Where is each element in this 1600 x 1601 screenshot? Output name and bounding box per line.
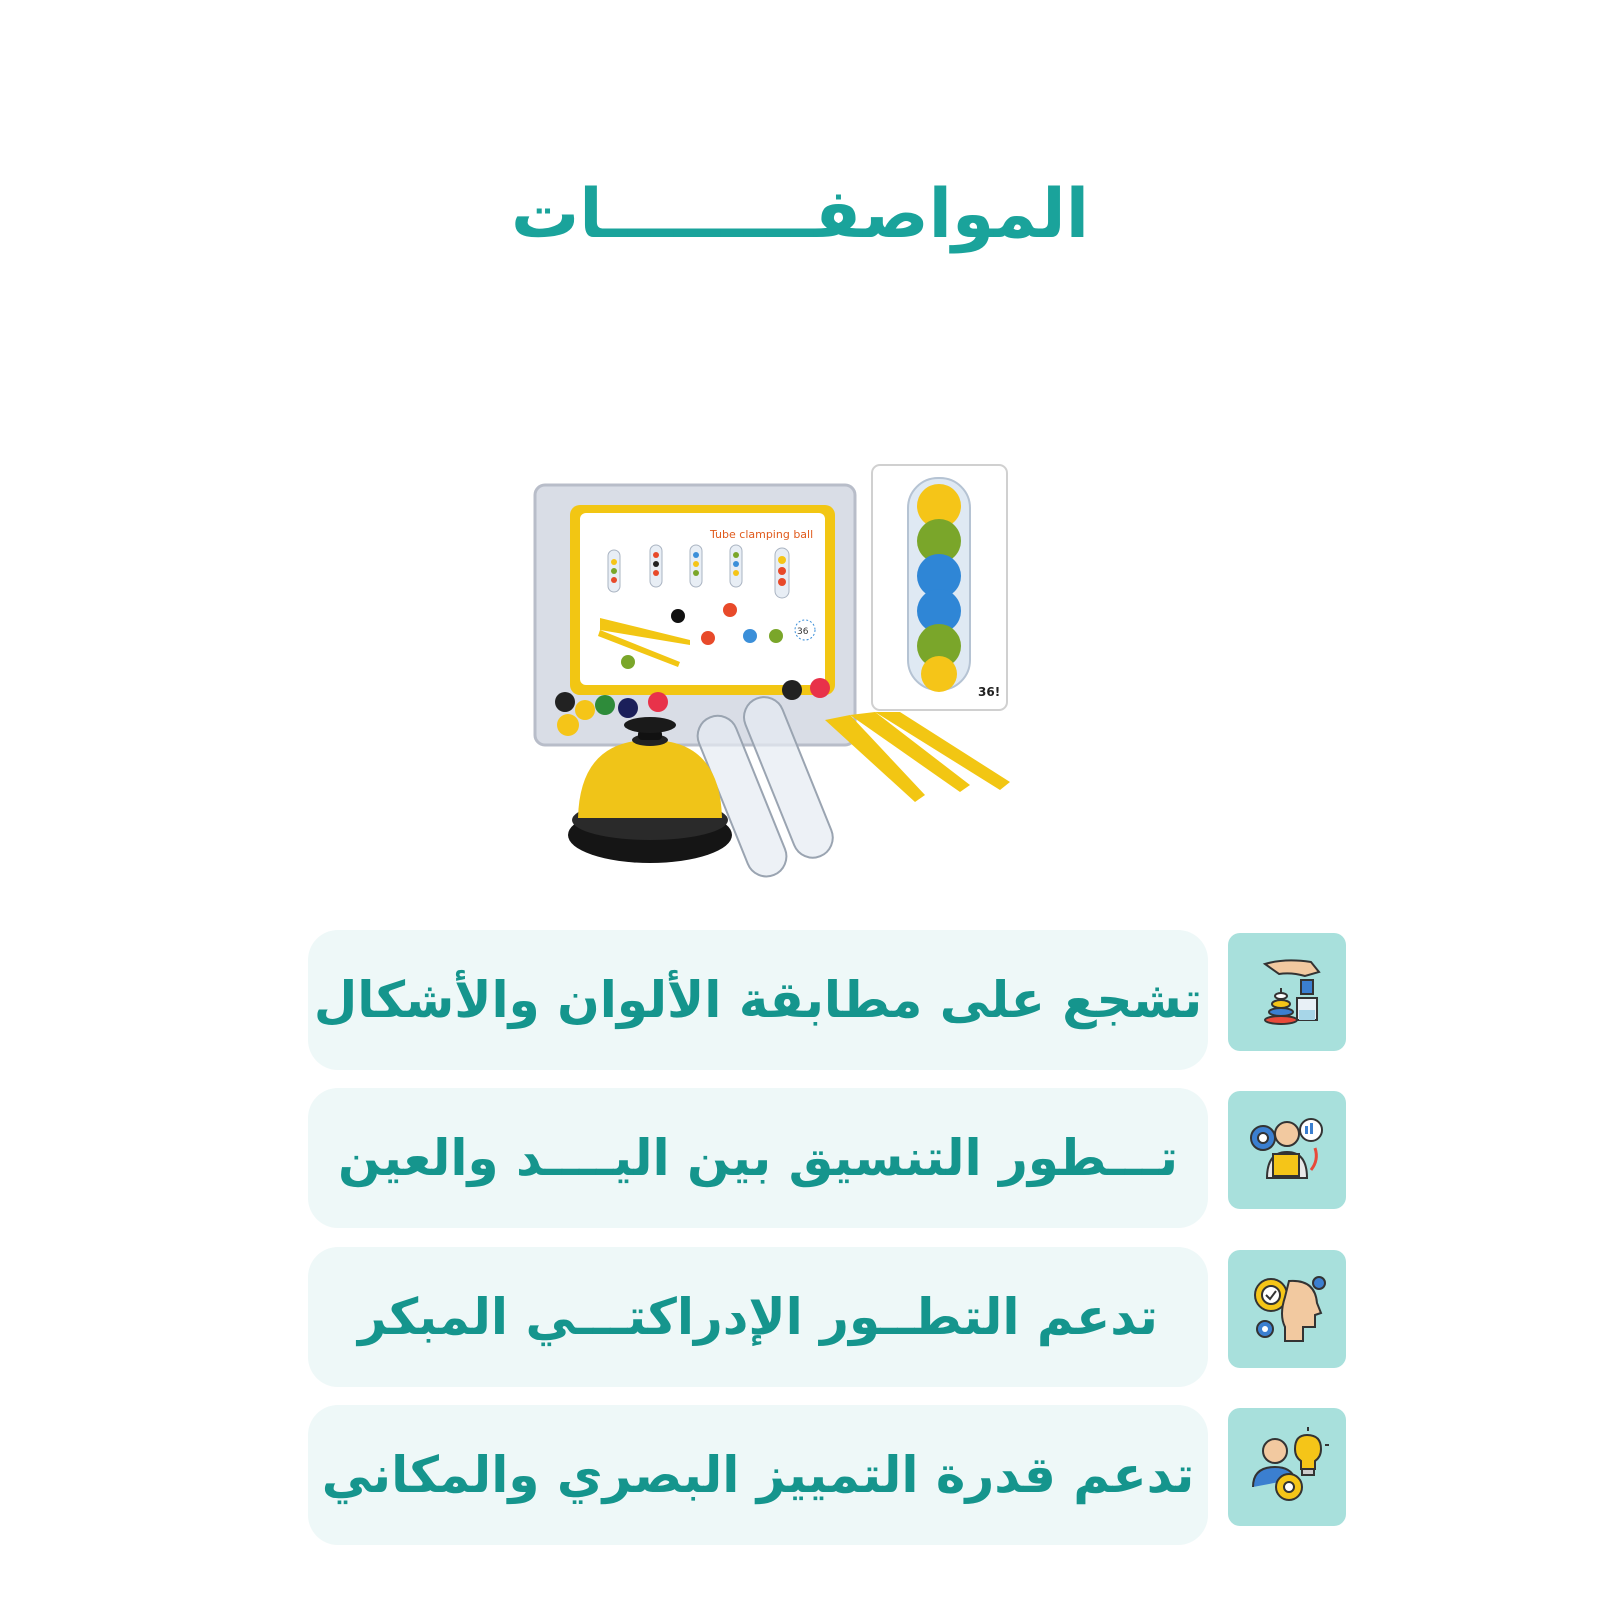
person-idea-icon: [1228, 1408, 1346, 1526]
feature-row-1: [308, 930, 1348, 1070]
card-number: 36!: [978, 685, 1001, 699]
feature-row-4: [308, 1405, 1348, 1545]
cognitive-head-icon: [1228, 1250, 1346, 1368]
box-badge: 36: [797, 627, 809, 637]
feature-card: [308, 1247, 1208, 1387]
box-label: Tube clamping ball: [710, 528, 814, 541]
stacking-toy-icon: [1228, 933, 1346, 1051]
product-image: [530, 440, 1050, 900]
feature-card: [308, 1405, 1208, 1545]
child-development-icon: [1228, 1091, 1346, 1209]
feature-text: تشجع على مطابقة الألوان والأشكال: [313, 971, 1203, 1029]
feature-text: تدعم التطــور الإدراكتـــي المبكر: [358, 1288, 1158, 1346]
feature-text: تدعم قدرة التمييز البصري والمكاني: [321, 1446, 1195, 1504]
feature-row-2: [308, 1088, 1348, 1228]
feature-card: [308, 1088, 1208, 1228]
page-title: المواصفـــــــــات: [510, 175, 1090, 254]
feature-card: [308, 930, 1208, 1070]
feature-text: تـــطور التنسيق بين اليــــد والعين: [338, 1129, 1178, 1187]
feature-row-3: [308, 1247, 1348, 1387]
